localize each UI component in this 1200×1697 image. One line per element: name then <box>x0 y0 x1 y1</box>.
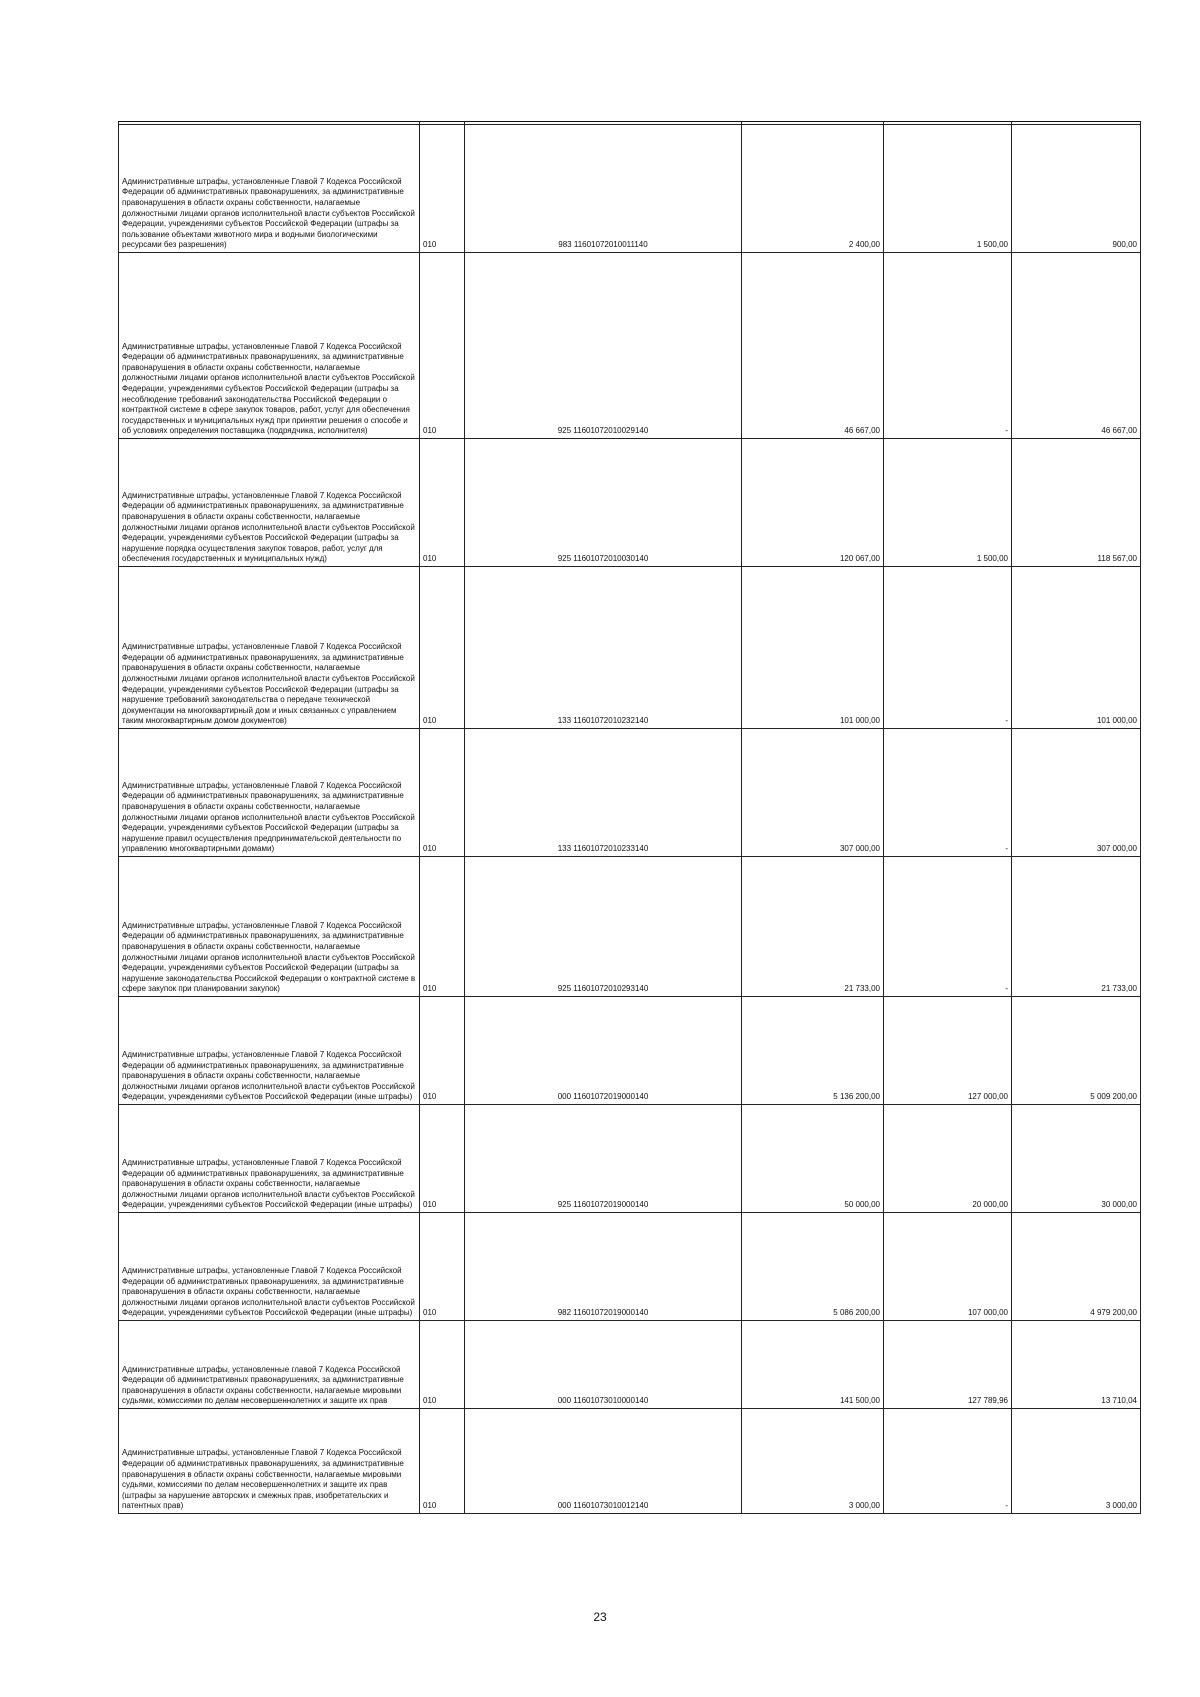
row-line-code: 010 <box>420 1213 465 1321</box>
row-description: Административные штрафы, установленные Главой 7 Кодекса Российской Федерации об административных правонарушениях, за административные правонарушения в области охраны собственности, налагаемые должностными лицами органов исполнительной власти субъектов Российской Федерации, учреждениями субъектов Российской Федерации (штрафы за нарушение требований законодательства о передаче технической документации на многоквартирный дом и иных связанных с управлением таким многоквартирным домом документов) <box>119 567 420 729</box>
page-number: 23 <box>593 1610 607 1624</box>
row-budget-code: 000 11601073010000140 <box>465 1321 742 1409</box>
row-line-code: 010 <box>420 997 465 1105</box>
row-description: Административные штрафы, установленные главой 7 Кодекса Российской Федерации об административных правонарушениях, за административные правонарушения в области охраны собственности, налагаемые мировыми судьями, комиссиями по делам несовершеннолетних и защите их прав <box>119 1321 420 1409</box>
row-unexecuted-amount: 46 667,00 <box>1012 253 1141 439</box>
row-unexecuted-amount: 118 567,00 <box>1012 439 1141 567</box>
row-unexecuted-amount: 13 710,04 <box>1012 1321 1141 1409</box>
row-executed-amount: - <box>884 857 1012 997</box>
table-row <box>119 1213 1141 1321</box>
row-unexecuted-amount: 4 979 200,00 <box>1012 1213 1141 1321</box>
row-approved-amount: 141 500,00 <box>742 1321 884 1409</box>
row-executed-amount: - <box>884 253 1012 439</box>
row-budget-code: 925 11601072010030140 <box>465 439 742 567</box>
row-budget-code: 925 11601072010029140 <box>465 253 742 439</box>
row-unexecuted-amount: 307 000,00 <box>1012 729 1141 857</box>
table-row <box>119 857 1141 997</box>
row-approved-amount: 5 086 200,00 <box>742 1213 884 1321</box>
row-line-code: 010 <box>420 125 465 253</box>
row-unexecuted-amount: 900,00 <box>1012 125 1141 253</box>
row-executed-amount: 127 000,00 <box>884 997 1012 1105</box>
table-row <box>119 439 1141 567</box>
row-unexecuted-amount: 30 000,00 <box>1012 1105 1141 1213</box>
row-executed-amount: 107 000,00 <box>884 1213 1012 1321</box>
row-budget-code: 925 11601072019000140 <box>465 1105 742 1213</box>
row-line-code: 010 <box>420 439 465 567</box>
table-row <box>119 1105 1141 1213</box>
row-unexecuted-amount: 21 733,00 <box>1012 857 1141 997</box>
table-row <box>119 1409 1141 1514</box>
row-executed-amount: - <box>884 567 1012 729</box>
row-budget-code: 925 11601072010293140 <box>465 857 742 997</box>
row-executed-amount: 1 500,00 <box>884 125 1012 253</box>
row-description: Административные штрафы, установленные Главой 7 Кодекса Российской Федерации об административных правонарушениях, за административные правонарушения в области охраны собственности, налагаемые должностными лицами органов исполнительной власти субъектов Российской Федерации, учреждениями субъектов Российской Федерации (штрафы за пользование объектами животного мира и водными биологическими ресурсами без разрешения) <box>119 125 420 253</box>
row-description: Административные штрафы, установленные Главой 7 Кодекса Российской Федерации об административных правонарушениях, за административные правонарушения в области охраны собственности, налагаемые должностными лицами органов исполнительной власти субъектов Российской Федерации, учреждениями субъектов Российской Федерации (штрафы за нарушение правил осуществления предпринимательской деятельности по управлению многоквартирными домами) <box>119 729 420 857</box>
row-executed-amount: 1 500,00 <box>884 439 1012 567</box>
row-executed-amount: - <box>884 1409 1012 1514</box>
row-budget-code: 983 11601072010011140 <box>465 125 742 253</box>
row-executed-amount: - <box>884 729 1012 857</box>
row-line-code: 010 <box>420 857 465 997</box>
row-unexecuted-amount: 101 000,00 <box>1012 567 1141 729</box>
row-line-code: 010 <box>420 567 465 729</box>
row-line-code: 010 <box>420 1105 465 1213</box>
row-description: Административные штрафы, установленные Главой 7 Кодекса Российской Федерации об административных правонарушениях, за административные правонарушения в области охраны собственности, налагаемые должностными лицами органов исполнительной власти субъектов Российской Федерации, учреждениями субъектов Российской Федерации (иные штрафы) <box>119 1105 420 1213</box>
row-approved-amount: 120 067,00 <box>742 439 884 567</box>
row-line-code: 010 <box>420 1321 465 1409</box>
table-row <box>119 997 1141 1105</box>
table-row <box>119 125 1141 253</box>
row-description: Административные штрафы, установленные Главой 7 Кодекса Российской Федерации об административных правонарушениях, за административные правонарушения в области охраны собственности, налагаемые мировыми судьями, комиссиями по делам несовершеннолетних и защите их прав (штрафы за нарушение авторских и смежных прав, изобретательских и патентных прав) <box>119 1409 420 1514</box>
row-description: Административные штрафы, установленные Главой 7 Кодекса Российской Федерации об административных правонарушениях, за административные правонарушения в области охраны собственности, налагаемые должностными лицами органов исполнительной власти субъектов Российской Федерации, учреждениями субъектов Российской Федерации (штрафы за несоблюдение требований законодательства Российской Федерации о контрактной системе в сфере закупок товаров, работ, услуг для обеспечения государственных и муниципальных нужд при принятии решения о способе и об условиях определения поставщика (подрядчика, исполнителя) <box>119 253 420 439</box>
table-row <box>119 567 1141 729</box>
row-unexecuted-amount: 3 000,00 <box>1012 1409 1141 1514</box>
row-approved-amount: 2 400,00 <box>742 125 884 253</box>
row-budget-code: 133 11601072010232140 <box>465 567 742 729</box>
row-unexecuted-amount: 5 009 200,00 <box>1012 997 1141 1105</box>
table-row <box>119 1321 1141 1409</box>
row-approved-amount: 5 136 200,00 <box>742 997 884 1105</box>
row-budget-code: 000 11601073010012140 <box>465 1409 742 1514</box>
row-approved-amount: 21 733,00 <box>742 857 884 997</box>
row-approved-amount: 50 000,00 <box>742 1105 884 1213</box>
row-description: Административные штрафы, установленные Главой 7 Кодекса Российской Федерации об административных правонарушениях, за административные правонарушения в области охраны собственности, налагаемые должностными лицами органов исполнительной власти субъектов Российской Федерации, учреждениями субъектов Российской Федерации (иные штрафы) <box>119 1213 420 1321</box>
row-approved-amount: 101 000,00 <box>742 567 884 729</box>
row-line-code: 010 <box>420 1409 465 1514</box>
row-description: Административные штрафы, установленные Главой 7 Кодекса Российской Федерации об административных правонарушениях, за административные правонарушения в области охраны собственности, налагаемые должностными лицами органов исполнительной власти субъектов Российской Федерации, учреждениями субъектов Российской Федерации (иные штрафы) <box>119 997 420 1105</box>
row-budget-code: 982 11601072019000140 <box>465 1213 742 1321</box>
table-body <box>119 122 1141 1514</box>
revenue-execution-table <box>118 121 1141 1514</box>
row-approved-amount: 46 667,00 <box>742 253 884 439</box>
table-row <box>119 253 1141 439</box>
row-budget-code: 000 11601072019000140 <box>465 997 742 1105</box>
row-budget-code: 133 11601072010233140 <box>465 729 742 857</box>
row-line-code: 010 <box>420 729 465 857</box>
row-approved-amount: 3 000,00 <box>742 1409 884 1514</box>
row-description: Административные штрафы, установленные Главой 7 Кодекса Российской Федерации об административных правонарушениях, за административные правонарушения в области охраны собственности, налагаемые должностными лицами органов исполнительной власти субъектов Российской Федерации, учреждениями субъектов Российской Федерации (штрафы за нарушение законодательства Российской Федерации о контрактной системе в сфере закупок при планировании закупок) <box>119 857 420 997</box>
table-row <box>119 729 1141 857</box>
row-executed-amount: 127 789,96 <box>884 1321 1012 1409</box>
row-executed-amount: 20 000,00 <box>884 1105 1012 1213</box>
row-approved-amount: 307 000,00 <box>742 729 884 857</box>
row-description: Административные штрафы, установленные Главой 7 Кодекса Российской Федерации об административных правонарушениях, за административные правонарушения в области охраны собственности, налагаемые должностными лицами органов исполнительной власти субъектов Российской Федерации, учреждениями субъектов Российской Федерации (штрафы за нарушение порядка осуществления закупок товаров, работ, услуг для обеспечения государственных и муниципальных нужд) <box>119 439 420 567</box>
row-line-code: 010 <box>420 253 465 439</box>
